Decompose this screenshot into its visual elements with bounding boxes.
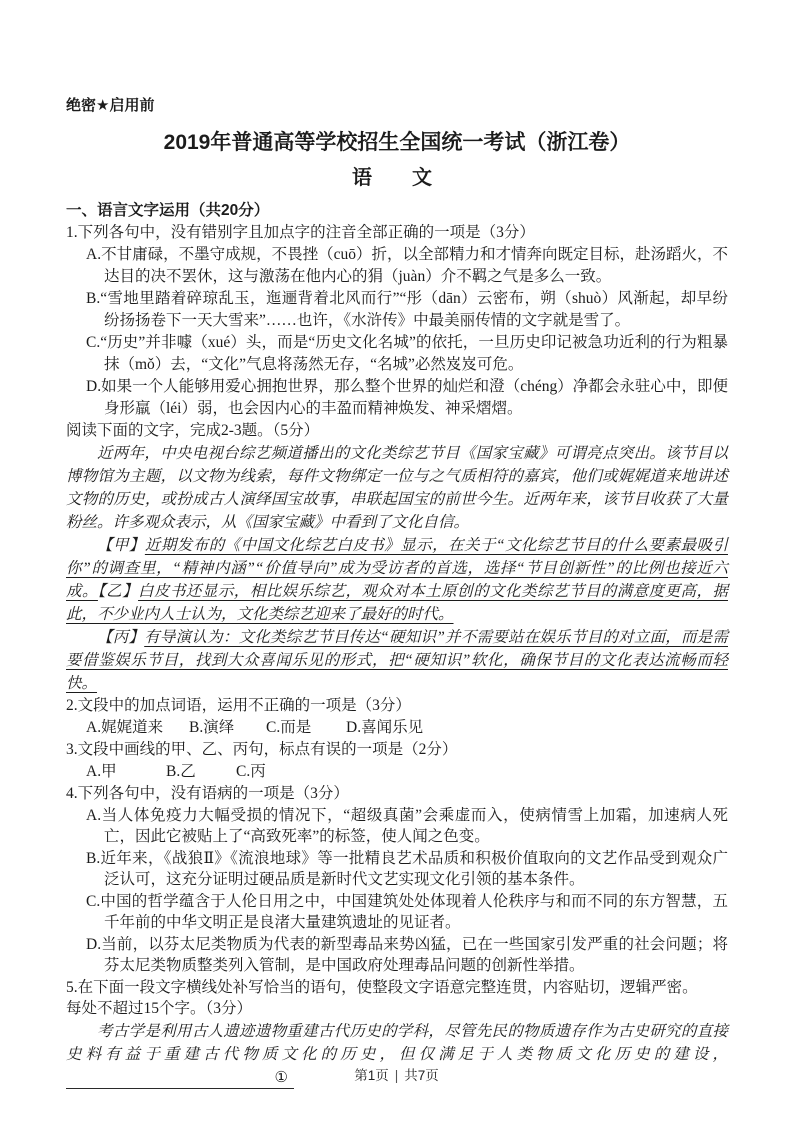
question-2-option-a: A.娓娓道来 — [86, 719, 164, 736]
classification-banner: 绝密★启用前 — [66, 97, 155, 114]
passage-paragraph-3 — [66, 626, 728, 695]
section-one-heading: 一、语言文字运用（共20分） — [66, 202, 270, 219]
question-3-options — [86, 761, 728, 783]
question-4-option-d: D.当前，以芬太尼类物质为代表的新型毒品来势凶猛，已在一些国家引发严重的社会问题；将芬太尼类物质整类列入管制，是中国政府处理毒品问题的创新性举措。 — [86, 935, 728, 974]
question-3-stem: 3.文段中画线的甲、乙、丙句，标点有误的一项是（2分） — [66, 741, 458, 758]
question-2-stem: 2.文段中的加点词语，运用不正确的一项是（3分） — [66, 697, 411, 714]
question-4-option-c: C.中国的哲学蕴含于人伦日用之中，中国建筑处处体现着人伦秩序与和而不同的东方智慧，五千年前的中华文明正是良渚大量建筑遗址的见证者。 — [86, 892, 728, 931]
passage-paragraph-1 — [66, 442, 728, 534]
exam-title: 2019年普通高等学校招生全国统一考试（浙江卷） — [163, 131, 631, 154]
subject-title: 语 文 — [352, 167, 442, 189]
question-1-option-d: D.如果一个人能够用爱心拥抱世界，那么整个世界的灿烂和澄（chéng）净都会永驻心中，即便身形羸（léi）弱，也会因内心的丰盈而精神焕发、神采熠熠。 — [86, 378, 728, 417]
marker-yi: 【乙】 — [97, 583, 139, 600]
question-3-option-b: B.乙 — [166, 763, 196, 780]
underlined-sentence-bing: 有导演认为：文化类综艺节目传达“硬知识”并不需要站在娱乐节目的对立面，而是需要借鉴娱乐节目，找到大众喜闻乐见的形式，把“硬知识”软化，确保节目的文化表达流畅而轻快。 — [66, 629, 728, 692]
circled-number-1: ① — [274, 1069, 288, 1086]
question-3-option-a: A.甲 — [86, 763, 117, 780]
question-2-option-c: C.而是 — [266, 719, 312, 736]
underlined-sentence-yi: 白皮书还显示，相比娱乐综艺，观众对本土原创的文化类综艺节目的满意度更高，据此，不少业内人士认为，文化类综艺迎来了最好的时代。 — [66, 583, 728, 623]
question-2-option-d: D.喜闻乐见 — [346, 719, 424, 736]
question-5-stem-line1: 5.在下面一段文字横线处补写恰当的语句，使整段文字语意完整连贯，内容贴切，逻辑严密。 — [66, 978, 698, 996]
question-2-options — [86, 717, 728, 739]
underlined-sentence-jia: 近期发布的《中国文化综艺白皮书》显示，在关于“文化综艺节目的什么要素最吸引你”的调查里，“精神内涵”“价值导向”成为受访者的首选，选择“节目创新性”的比例也接近六成。 — [66, 537, 728, 600]
reading-instruction: 阅读下面的文字，完成2-3题。（5分） — [66, 422, 320, 439]
question-5-stem-line2: 每处不超过15个字。（3分） — [66, 1000, 253, 1017]
page-content — [66, 96, 728, 1089]
question-1-stem: 1.下列各句中，没有错别字且加点字的注音全部正确的一项是（3分） — [66, 224, 535, 241]
question-1-option-a: A.不甘庸碌，不墨守成规，不畏挫（cuō）折，以全部精力和才情奔向既定目标，赴汤蹈火，不达目的决不罢休，这与激荡在他内心的狷（juàn）介不羁之气是多么一致。 — [86, 246, 728, 285]
question-3-option-c: C.丙 — [236, 763, 266, 780]
footer-current-page: 第1页 — [354, 1068, 389, 1083]
question-4-stem: 4.下列各句中，没有语病的一项是（3分） — [66, 785, 349, 802]
passage-1-text: 近两年，中央电视台综艺频道播出的文化类综艺节目《国家宝藏》可谓亮点突出。该节目以博物馆为主题，以文物为线索，每件文物绑定一位与之气质相符的嘉宾，他们或娓娓道来地讲述文物的历史，或扮成古人演绎国宝故事，串联起国宝的前世今生。近两年来，该节目收获了大量粉丝。许多观众表示，从《国家宝藏》中看到了文化自信。 — [66, 445, 728, 531]
question-2-option-b: B.演绎 — [189, 719, 235, 736]
footer-total-pages: 共7页 — [404, 1068, 439, 1083]
page-footer — [0, 1064, 793, 1084]
passage-paragraph-2 — [66, 534, 728, 626]
question-4-option-b: B.近年来，《战狼Ⅱ》《流浪地球》等一批精良艺术品质和积极价值取向的文艺作品受到观众广泛认可，这充分证明过硬品质是新时代文艺实现文化引领的基本条件。 — [86, 849, 728, 888]
question-1-option-c: C.“历史”并非噱（xué）头，而是“历史文化名城”的依托，一旦历史印记被急功近利的行为粗暴抹（mǒ）去，“文化”气息将荡然无存，“名城”必然岌岌可危。 — [86, 334, 728, 373]
question-1-option-b: B.“雪地里踏着碎琼乱玉，迤逦背着北风而行”“彤（dān）云密布，朔（shuò）风渐起，却早纷纷扬扬卷下一天大雪来”……也许，《水浒传》中最美丽传情的文字就是雪了。 — [86, 290, 728, 329]
question-5-passage-text: 考古学是利用古人遗迹遗物重建古代历史的学科，尽管先民的物质遗存作为古史研究的直接史料有益于重建古代物质文化的历史，但仅满足于人类物质文化历史的建设， — [66, 1022, 728, 1063]
marker-bing: 【丙】 — [97, 629, 145, 646]
question-4-option-a: A.当人体免疫力大幅受损的情况下，“超级真菌”会乘虚而入，使病情雪上加霜，加速病人死亡，因此它被贴上了“高致死率”的标签，使人闻之色变。 — [86, 806, 728, 845]
footer-separator: | — [394, 1068, 399, 1083]
marker-jia: 【甲】 — [97, 537, 145, 554]
